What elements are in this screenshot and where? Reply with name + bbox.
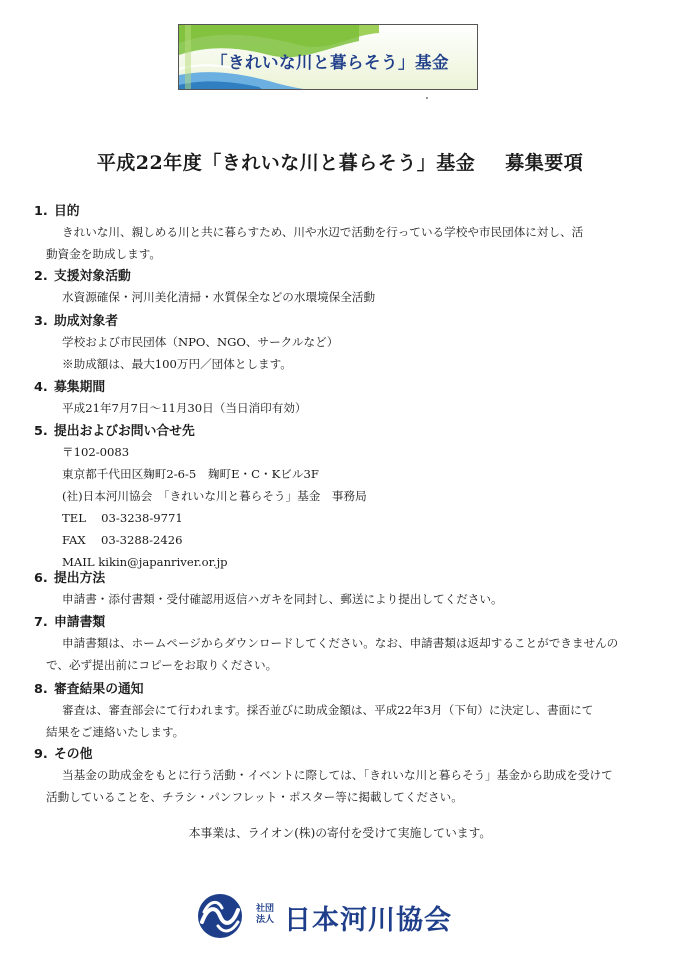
section-application-period bbox=[34, 379, 644, 419]
telephone: TEL 03-3238-9771 bbox=[62, 511, 183, 525]
section-body: 学校および市民団体（NPO、NGO、サークルなど） ※助成額は、最大100万円／団体とします。 bbox=[62, 335, 339, 371]
section-submission-method bbox=[34, 570, 644, 610]
section-body: 当基金の助成金をもとに行う活動・イベントに際しては、「きれいな川と暮らそう」基金から助成を受けて 活動していることを、チラシ・パンフレット・ポスター等に掲載してください。 bbox=[46, 768, 613, 804]
section-body: きれいな川、親しめる川と共に暮らすため、川や水辺で活動を行っている学校や市民団体に対し、活 動資金を助成します。 bbox=[46, 225, 584, 261]
section-heading: 8. 審査結果の通知 bbox=[34, 682, 144, 697]
section-body: 審査は、審査部会にて行われます。採否並びに助成金額は、平成22年3月（下旬）に決定し、書面にて 結果をご連絡いたします。 bbox=[46, 703, 594, 739]
section-body: 申請書・添付書類・受付確認用返信ハガキを同封し、郵送により提出してください。 bbox=[62, 592, 503, 606]
section-heading: 2. 支援対象活動 bbox=[34, 269, 131, 284]
section-purpose bbox=[34, 203, 644, 265]
section-target-activities bbox=[34, 268, 644, 308]
section-heading: 5. 提出およびお問い合せ先 bbox=[34, 424, 195, 439]
section-heading: 3. 助成対象者 bbox=[34, 314, 118, 329]
page-title-main: 平成22年度「きれいな川と暮らそう」基金 bbox=[96, 152, 476, 174]
section-heading: 7. 申請書類 bbox=[34, 615, 106, 630]
organization-logo bbox=[196, 892, 486, 940]
page-title bbox=[0, 148, 680, 175]
email: MAIL kikin@japanriver.or.jp bbox=[62, 555, 228, 569]
scan-speck bbox=[426, 97, 428, 99]
fund-banner bbox=[178, 24, 478, 90]
banner-title: 「きれいな川と暮らそう」基金 bbox=[211, 53, 449, 72]
section-application-documents bbox=[34, 614, 644, 676]
section-review-notification bbox=[34, 681, 644, 743]
sponsor-note: 本事業は、ライオン(株)の寄付を受けて実施しています。 bbox=[188, 826, 492, 840]
organization-name: 日本河川協会 bbox=[284, 905, 452, 936]
section-other bbox=[34, 746, 644, 808]
section-eligible-applicants bbox=[34, 313, 644, 375]
section-heading: 1. 目的 bbox=[34, 204, 80, 219]
office-name: (社)日本河川協会 「きれいな川と暮らそう」基金 事務局 bbox=[62, 489, 367, 503]
section-contact bbox=[34, 423, 644, 573]
section-body bbox=[34, 441, 644, 573]
postal-code: 〒102-0083 bbox=[62, 445, 130, 459]
section-heading: 6. 提出方法 bbox=[34, 571, 106, 586]
section-body: 申請書類は、ホームページからダウンロードしてください。なお、申請書類は返却することができませんの で、必ず提出前にコピーをお取りください。 bbox=[46, 636, 619, 672]
section-body: 水資源確保・河川美化清掃・水質保全などの水環境保全活動 bbox=[62, 290, 376, 304]
fax: FAX 03-3288-2426 bbox=[62, 533, 183, 547]
corporation-type-label: 社団 法人 bbox=[256, 904, 275, 925]
section-heading: 9. その他 bbox=[34, 747, 93, 762]
address: 東京都千代田区麹町2-6-5 麹町E・C・Kビル3F bbox=[62, 467, 319, 481]
river-wave-logo-icon bbox=[196, 892, 252, 940]
page-title-sub: 募集要項 bbox=[505, 152, 584, 174]
section-heading: 4. 募集期間 bbox=[34, 380, 106, 395]
section-body: 平成21年7月7日〜11月30日（当日消印有効） bbox=[62, 401, 307, 415]
